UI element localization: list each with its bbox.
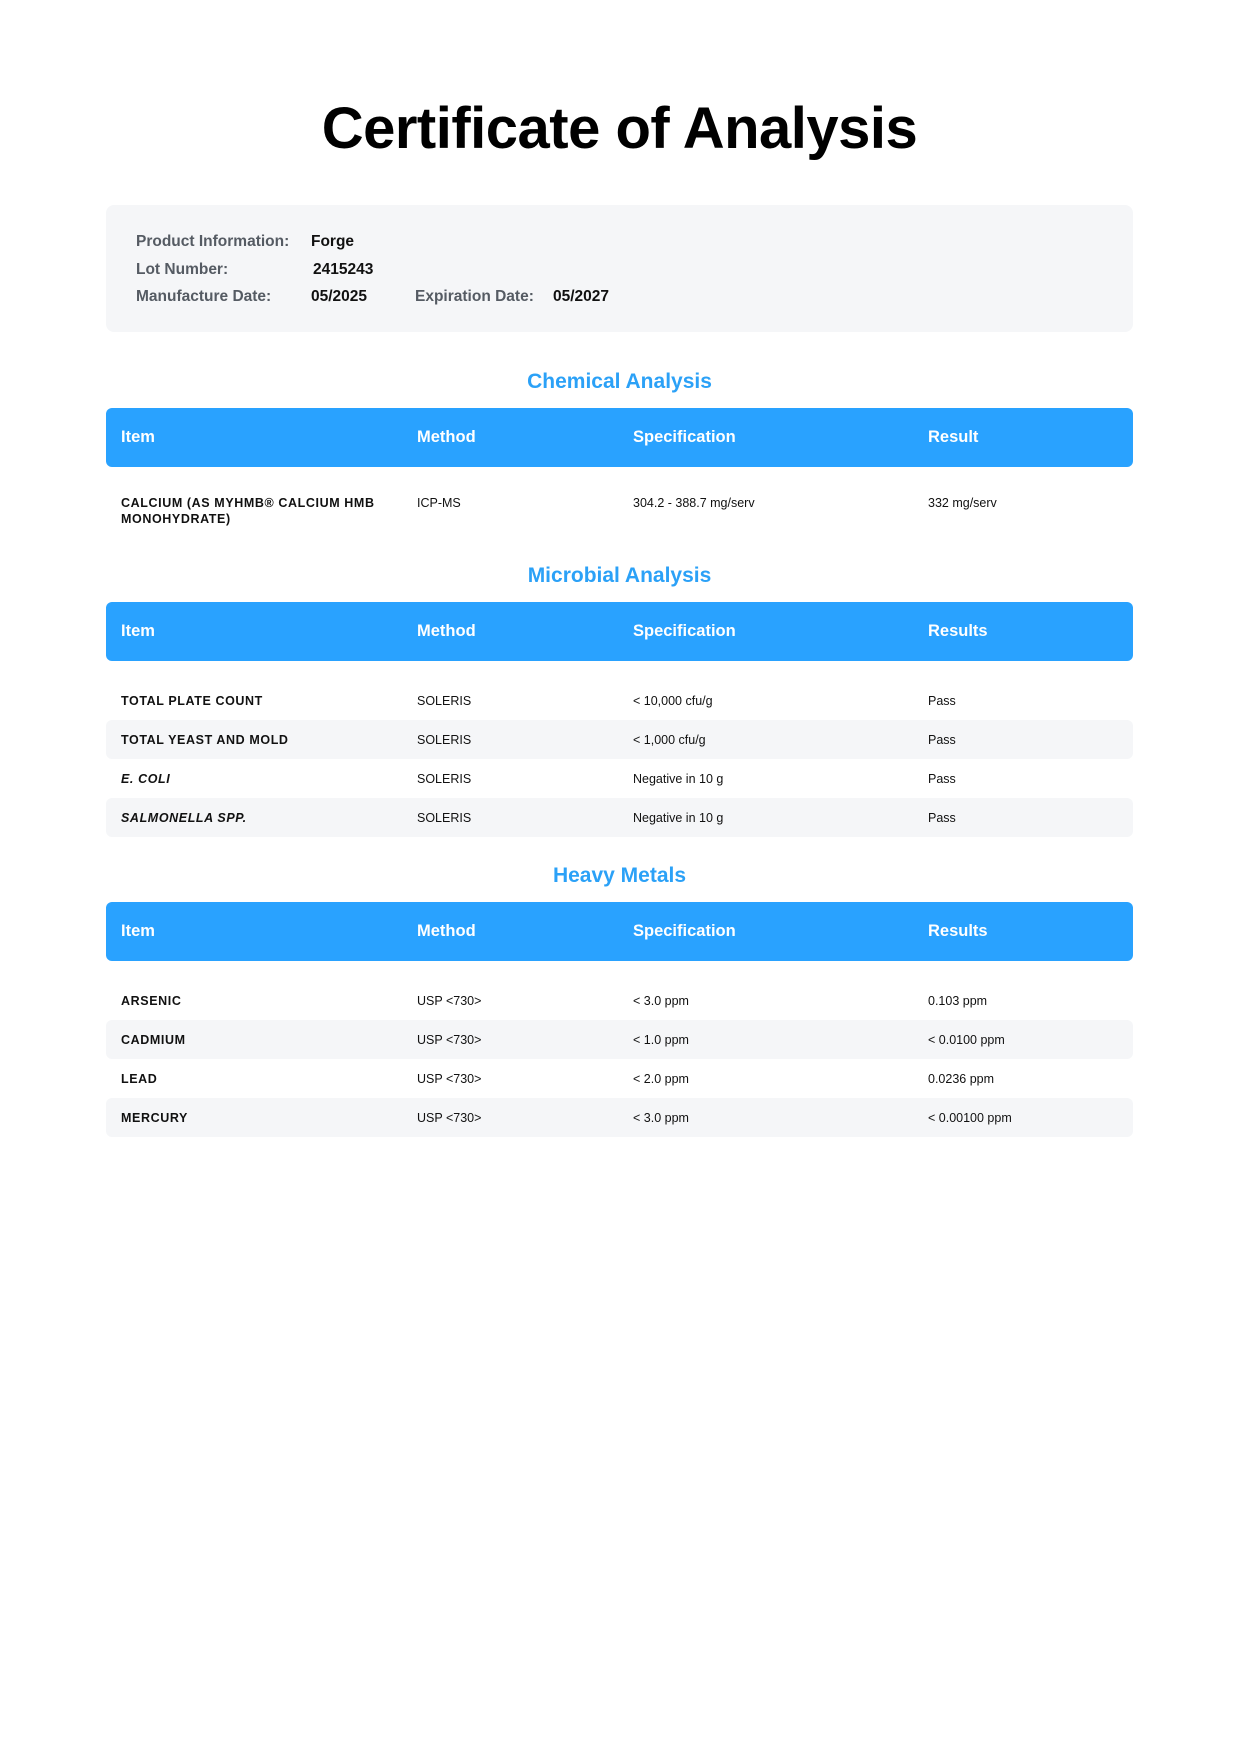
table-row — [106, 798, 1133, 837]
specification-cell: < 1.0 ppm — [633, 1032, 689, 1047]
page-title: Certificate of Analysis — [321, 96, 918, 161]
microbial-analysis-table — [106, 602, 1133, 837]
result-cell: Pass — [928, 732, 956, 747]
specification-cell: Negative in 10 g — [633, 810, 724, 825]
method-cell: SOLERIS — [417, 693, 472, 708]
table-header — [106, 602, 1133, 661]
table-row — [106, 1059, 1133, 1098]
method-cell: USP <730> — [417, 993, 482, 1008]
specification-cell: < 3.0 ppm — [633, 993, 689, 1008]
header-specification: Specification — [633, 622, 736, 640]
lot-row — [136, 259, 1103, 287]
chemical-analysis-title: Chemical Analysis — [527, 370, 712, 393]
heavy-metals-title: Heavy Metals — [552, 864, 687, 887]
specification-cell: < 2.0 ppm — [633, 1071, 689, 1086]
table-header — [106, 408, 1133, 467]
table-row — [106, 1020, 1133, 1059]
item-cell: TOTAL PLATE COUNT — [121, 693, 263, 708]
method-cell: SOLERIS — [417, 732, 472, 747]
method-cell: USP <730> — [417, 1071, 482, 1086]
specification-cell: < 1,000 cfu/g — [633, 732, 706, 747]
method-cell: USP <730> — [417, 1110, 482, 1125]
header-item: Item — [121, 922, 155, 940]
expiration-date-value: 05/2027 — [553, 288, 610, 305]
product-value: Forge — [311, 233, 355, 250]
table-row — [106, 495, 1133, 527]
table-row — [106, 720, 1133, 759]
specification-cell: < 10,000 cfu/g — [633, 693, 713, 708]
header-results: Results — [928, 922, 988, 940]
item-cell: LEAD — [121, 1071, 158, 1086]
specification-cell: < 3.0 ppm — [633, 1110, 689, 1125]
table-row — [106, 981, 1133, 1020]
specification-cell: Negative in 10 g — [633, 771, 724, 786]
microbial-analysis-title: Microbial Analysis — [527, 564, 712, 587]
header-result: Result — [928, 428, 979, 446]
item-cell: TOTAL YEAST AND MOLD — [121, 732, 289, 747]
manufacture-date-value: 05/2025 — [311, 288, 368, 305]
item-cell: SALMONELLA SPP. — [121, 810, 247, 825]
item-cell: ARSENIC — [121, 993, 182, 1008]
dates-row — [136, 286, 1103, 314]
table-row — [106, 681, 1133, 720]
method-cell: ICP-MS — [417, 496, 461, 510]
manufacture-date-label: Manufacture Date: — [136, 288, 272, 305]
header-results: Results — [928, 622, 988, 640]
method-cell: SOLERIS — [417, 810, 472, 825]
header-method: Method — [417, 622, 476, 640]
result-cell: < 0.0100 ppm — [928, 1032, 1005, 1047]
header-item: Item — [121, 622, 155, 640]
lot-value: 2415243 — [313, 260, 374, 278]
item-cell: CADMIUM — [121, 1032, 186, 1047]
header-method: Method — [417, 922, 476, 940]
result-cell: Pass — [928, 771, 956, 786]
header-item: Item — [121, 428, 155, 446]
chemical-analysis-table — [106, 408, 1133, 527]
specification-cell: 304.2 - 388.7 mg/serv — [633, 496, 755, 510]
item-cell: E. COLI — [121, 771, 171, 786]
item-cell: MERCURY — [121, 1110, 188, 1125]
product-label: Product Information: — [136, 233, 290, 250]
result-cell: 0.0236 ppm — [928, 1071, 995, 1086]
certificate-page — [106, 0, 1133, 1137]
header-specification: Specification — [633, 922, 736, 940]
heavy-metals-table — [106, 902, 1133, 1137]
product-row — [136, 231, 1103, 259]
result-cell: < 0.00100 ppm — [928, 1110, 1012, 1125]
result-cell: Pass — [928, 810, 956, 825]
item-cell: CALCIUM (AS MYHMB® CALCIUM HMB MONOHYDRATE) — [121, 496, 375, 526]
result-cell: Pass — [928, 693, 956, 708]
header-method: Method — [417, 428, 476, 446]
table-row — [106, 1098, 1133, 1137]
table-row — [106, 759, 1133, 798]
method-cell: USP <730> — [417, 1032, 482, 1047]
header-specification: Specification — [633, 428, 736, 446]
method-cell: SOLERIS — [417, 771, 472, 786]
result-cell: 0.103 ppm — [928, 993, 988, 1008]
table-header — [106, 902, 1133, 961]
result-cell: 332 mg/serv — [928, 496, 997, 510]
expiration-date-label: Expiration Date: — [415, 288, 534, 305]
product-info-panel — [106, 205, 1133, 332]
lot-label: Lot Number: — [136, 260, 229, 278]
